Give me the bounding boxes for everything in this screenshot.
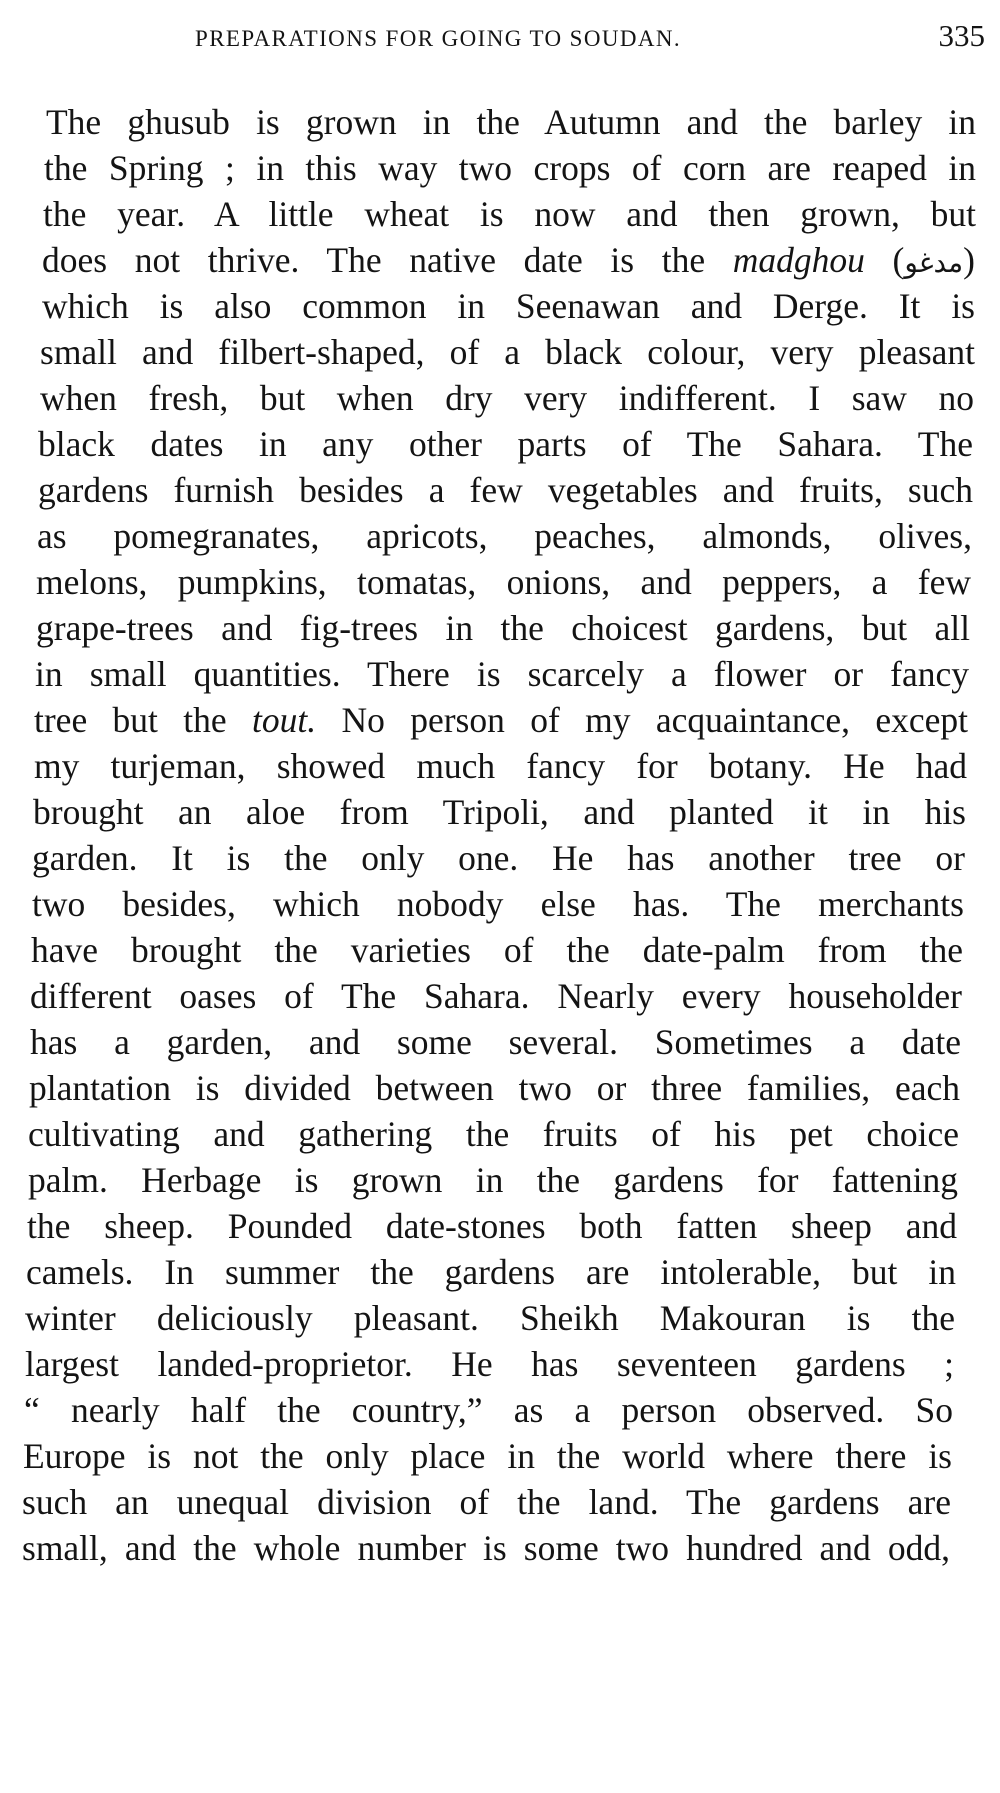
page-number: 335 <box>938 18 985 53</box>
text-line: small, and the whole number is some two hundred and odd, <box>22 1528 950 1568</box>
text-line: as pomegranates, apricots, peaches, almonds, olives, <box>37 516 972 556</box>
text-line: which is also common in Seenawan and Derge. It is <box>42 286 975 326</box>
text-line: winter deliciously pleasant. Sheikh Makouran is the <box>25 1298 955 1338</box>
text-line: largest landed-proprietor. He has seventeen gardens ; <box>25 1344 954 1384</box>
text-fragment: tree but the <box>34 700 252 740</box>
text-fragment: ) <box>963 240 975 280</box>
text-line: camels. In summer the gardens are intolerable, but in <box>26 1252 956 1292</box>
text-line: the sheep. Pounded date-stones both fatten sheep and <box>27 1206 957 1246</box>
text-line: gardens furnish besides a few vegetables and fruits, such <box>38 470 973 510</box>
running-title: PREPARATIONS FOR GOING TO SOUDAN. <box>195 26 682 51</box>
text-fragment: No person of my acquaintance, except <box>316 700 968 740</box>
text-line: in small quantities. There is scarcely a flower or fancy <box>35 654 969 694</box>
running-head <box>195 18 985 58</box>
text-line: “ nearly half the country,” as a person observed. So <box>24 1390 953 1430</box>
text-fragment: ( <box>864 240 905 280</box>
text-line <box>42 234 975 286</box>
text-line: such an unequal division of the land. The gardens are <box>22 1482 951 1522</box>
text-line: have brought the varieties of the date-palm from the <box>31 930 963 970</box>
italic-word: tout. <box>252 700 317 740</box>
text-line: two besides, which nobody else has. The merchants <box>32 884 964 924</box>
text-line: brought an aloe from Tripoli, and planted it in his <box>33 792 966 832</box>
text-line: my turjeman, showed much fancy for botany. He had <box>34 746 967 786</box>
text-line: the year. A little wheat is now and then grown, but <box>43 194 976 234</box>
text-line: plantation is divided between two or three families, each <box>29 1068 960 1108</box>
text-line <box>34 694 968 746</box>
text-line: Europe is not the only place in the world where there is <box>23 1436 952 1476</box>
text-line: garden. It is the only one. He has another tree or <box>32 838 965 878</box>
text-line: black dates in any other parts of The Sahara. The <box>38 424 973 464</box>
text-line: small and filbert-shaped, of a black colour, very pleasant <box>40 332 975 372</box>
text-line: The ghusub is grown in the Autumn and the barley in <box>46 102 976 142</box>
text-line: grape-trees and fig-trees in the choicest gardens, but all <box>36 608 970 648</box>
text-line: has a garden, and some several. Sometimes a date <box>30 1022 961 1062</box>
text-line: palm. Herbage is grown in the gardens for fattening <box>28 1160 958 1200</box>
italic-word: madghou <box>732 240 865 280</box>
arabic-word: مدغو <box>904 246 964 279</box>
text-line: the Spring ; in this way two crops of corn are reaped in <box>44 148 976 188</box>
text-line: cultivating and gathering the fruits of his pet choice <box>28 1114 959 1154</box>
text-line: different oases of The Sahara. Nearly every householder <box>30 976 962 1016</box>
text-fragment: does not thrive. The native date is the <box>42 240 733 280</box>
text-line: when fresh, but when dry very indifferent. I saw no <box>40 378 974 418</box>
text-line: melons, pumpkins, tomatas, onions, and peppers, a few <box>36 562 971 602</box>
